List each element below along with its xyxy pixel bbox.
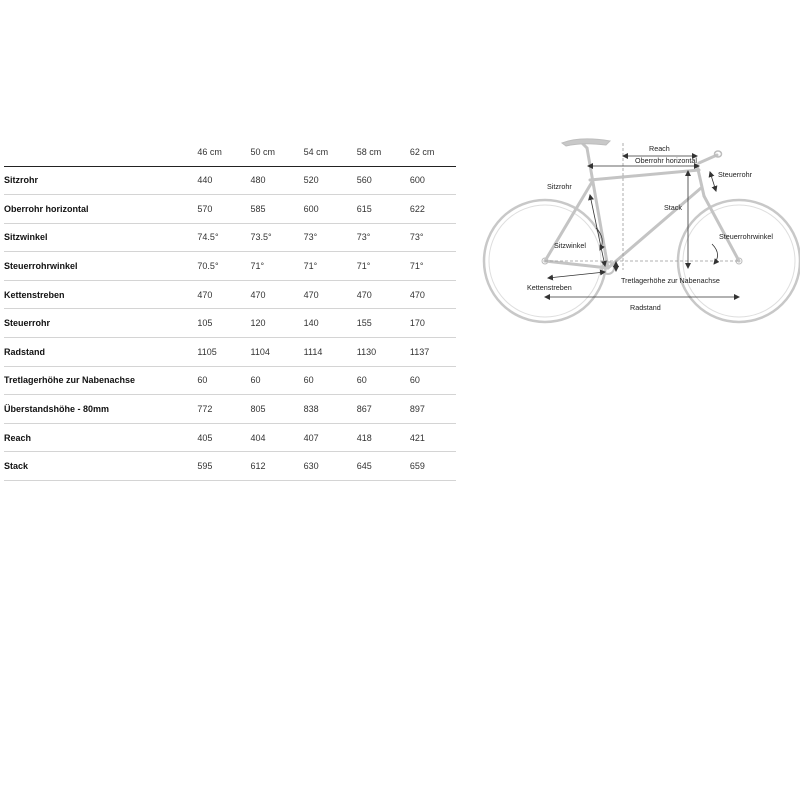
row-label: Reach [4,423,197,452]
row-label: Steuerrohrwinkel [4,252,197,281]
row-label: Sitzwinkel [4,223,197,252]
table-row [4,166,456,195]
label-top-tube: Oberrohr horizontal [635,156,697,165]
row-label: Tretlagerhöhe zur Nabenachse [4,366,197,395]
table-cell: 470 [357,280,410,309]
label-stack: Stack [664,203,682,212]
size-header-50: 50 cm [251,138,304,166]
label-head-angle: Steuerrohrwinkel [719,232,773,241]
table-cell: 140 [304,309,357,338]
table-cell: 470 [251,280,304,309]
table-cell: 622 [410,195,456,224]
table-cell: 630 [304,452,357,481]
table-cell: 71° [251,252,304,281]
label-reach: Reach [649,144,670,153]
table-cell: 600 [304,195,357,224]
table-cell: 421 [410,423,456,452]
table-cell: 659 [410,452,456,481]
chainstay-dimension [548,272,605,278]
table-cell: 74.5° [197,223,250,252]
table-cell: 73° [410,223,456,252]
head-tube-dimension [710,172,716,191]
row-label: Oberrohr horizontal [4,195,197,224]
table-row [4,280,456,309]
table-cell: 70.5° [197,252,250,281]
table-cell: 615 [357,195,410,224]
size-header-54: 54 cm [304,138,357,166]
table-cell: 480 [251,166,304,195]
table-cell: 73° [304,223,357,252]
table-cell: 71° [357,252,410,281]
table-cell: 612 [251,452,304,481]
table-cell: 71° [304,252,357,281]
row-label: Stack [4,452,197,481]
table-cell: 805 [251,395,304,424]
table-cell: 1130 [357,338,410,367]
table-row [4,252,456,281]
size-header-58: 58 cm [357,138,410,166]
table-row [4,366,456,395]
bike-geometry-diagram [478,126,800,326]
table-cell: 520 [304,166,357,195]
table-cell: 570 [197,195,250,224]
table-cell: 440 [197,166,250,195]
table-row [4,223,456,252]
table-cell: 155 [357,309,410,338]
label-seat-tube: Sitzrohr [547,182,572,191]
table-cell: 585 [251,195,304,224]
table-cell: 772 [197,395,250,424]
size-header-46: 46 cm [197,138,250,166]
label-seat-angle: Sitzwinkel [554,241,586,250]
table-cell: 60 [304,366,357,395]
row-label: Überstandshöhe - 80mm [4,395,197,424]
size-header-62: 62 cm [410,138,456,166]
table-row [4,395,456,424]
row-label: Steuerrohr [4,309,197,338]
table-cell: 60 [410,366,456,395]
top-tube [590,170,699,180]
table-cell: 71° [410,252,456,281]
geometry-table [4,138,456,481]
table-cell: 73° [357,223,410,252]
row-label: Kettenstreben [4,280,197,309]
table-cell: 405 [197,423,250,452]
table-cell: 470 [197,280,250,309]
table-row [4,309,456,338]
table-cell: 1104 [251,338,304,367]
table-row [4,423,456,452]
table-cell: 105 [197,309,250,338]
geometry-table-body [4,166,456,481]
row-label: Sitzrohr [4,166,197,195]
table-cell: 595 [197,452,250,481]
table-cell: 120 [251,309,304,338]
label-chainstay: Kettenstreben [527,283,572,292]
label-head-tube: Steuerrohr [718,170,752,179]
table-cell: 470 [304,280,357,309]
row-label: Radstand [4,338,197,367]
size-header-row [4,138,456,166]
header-empty-cell [4,138,197,166]
label-wheelbase: Radstand [630,303,661,312]
table-cell: 470 [410,280,456,309]
table-row [4,338,456,367]
table-cell: 838 [304,395,357,424]
chainstay-tube [545,261,608,268]
fork [704,196,739,261]
table-cell: 897 [410,395,456,424]
table-cell: 645 [357,452,410,481]
table-cell: 60 [251,366,304,395]
table-cell: 60 [197,366,250,395]
table-cell: 73.5° [251,223,304,252]
table-row [4,195,456,224]
table-cell: 867 [357,395,410,424]
table-cell: 407 [304,423,357,452]
table-cell: 560 [357,166,410,195]
table-cell: 1114 [304,338,357,367]
table-cell: 404 [251,423,304,452]
table-cell: 170 [410,309,456,338]
table-cell: 1137 [410,338,456,367]
table-row [4,452,456,481]
table-cell: 600 [410,166,456,195]
table-cell: 60 [357,366,410,395]
label-bb-drop: Tretlagerhöhe zur Nabenachse [621,276,720,285]
table-cell: 1105 [197,338,250,367]
table-cell: 418 [357,423,410,452]
